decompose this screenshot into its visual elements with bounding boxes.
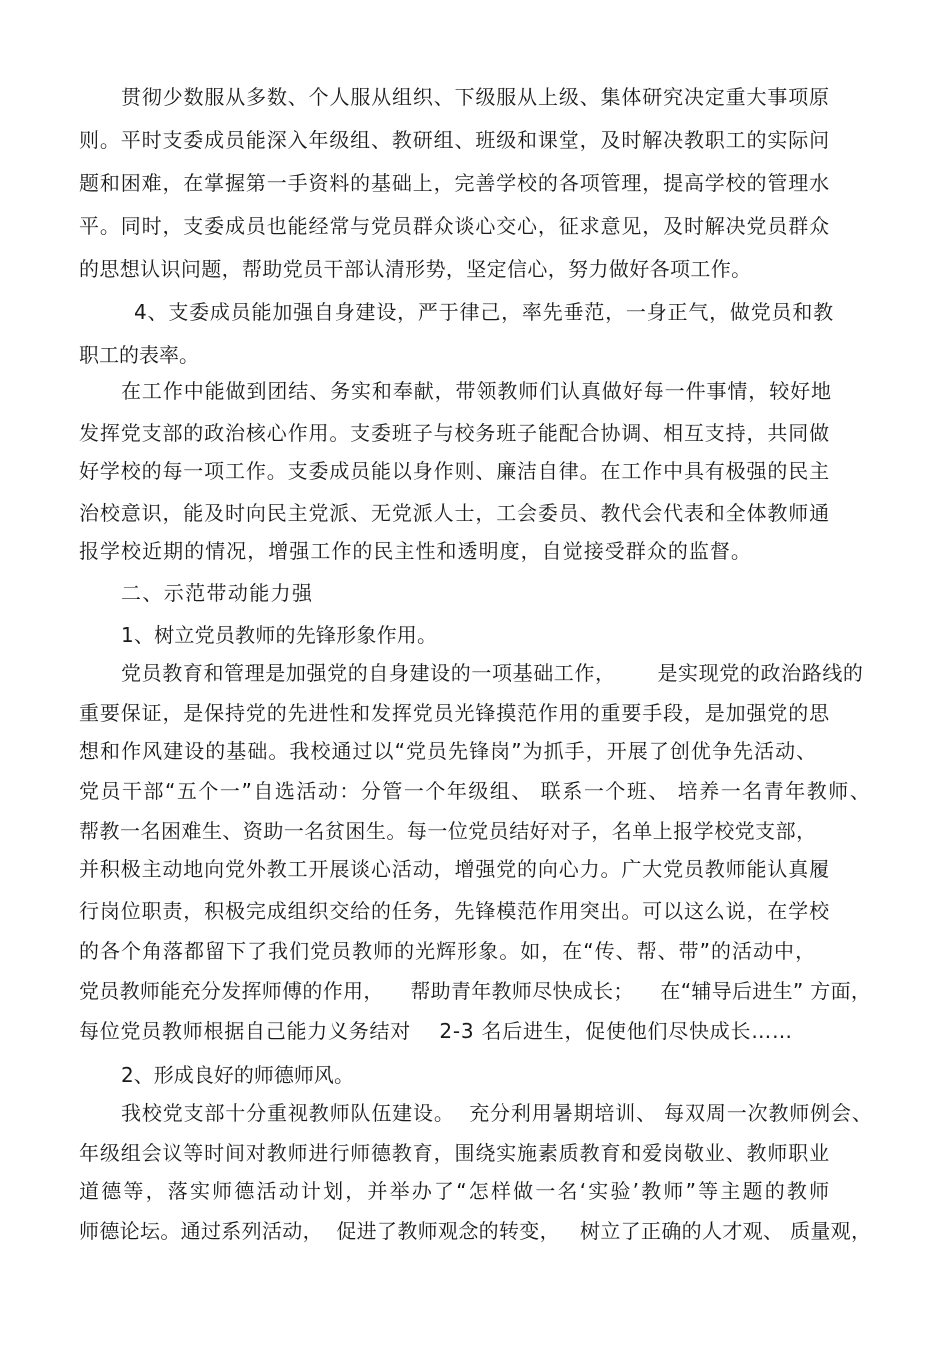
text-line: 党员教育和管理是加强党的自身建设的一项基础工作， 是实现党的政治路线的	[121, 661, 864, 685]
text-line: 平。同时，支委成员也能经常与党员群众谈心交心，征求意见，及时解决党员群众	[79, 214, 830, 238]
text-line: 好学校的每一项工作。支委成员能以身作则、廉洁自律。在工作中具有极强的民主	[79, 459, 830, 483]
text-line: 重要保证，是保持党的先进性和发挥党员光锋摸范作用的重要手段，是加强党的思	[79, 701, 830, 725]
text-line: 道德等，落实师德活动计划，并举办了“怎样做一名‘实验’教师”等主题的教师	[79, 1179, 832, 1203]
text-line: 题和困难，在掌握第一手资料的基础上，完善学校的各项管理，提高学校的管理水	[79, 171, 830, 195]
text-line: 党员干部“五个一”自选活动：分管一个年级组、 联系一个班、 培养一名青年教师、	[79, 779, 872, 803]
text-line: 则。平时支委成员能深入年级组、教研组、班级和课堂，及时解决教职工的实际问	[79, 128, 830, 152]
text-line: 报学校近期的情况，增强工作的民主性和透明度，自觉接受群众的监督。	[79, 539, 752, 563]
text-line: 贯彻少数服从多数、个人服从组织、下级服从上级、集体研究决定重大事项原	[121, 85, 830, 109]
text-line: 在工作中能做到团结、务实和奉献，带领教师们认真做好每一件事情，较好地	[121, 379, 832, 403]
text-line: 的各个角落都留下了我们党员教师的光辉形象。如，在“传、帮、带”的活动中，	[79, 939, 817, 963]
text-line: 职工的表率。	[79, 343, 199, 367]
text-line: 4、支委成员能加强自身建设，严于律己，率先垂范，一身正气，做党员和教	[134, 300, 834, 324]
text-line: 行岗位职责，积极完成组织交给的任务，先锋模范作用突出。可以这么说，在学校	[79, 899, 830, 923]
text-line: 并积极主动地向党外教工开展谈心活动，增强党的向心力。广大党员教师能认真履	[79, 857, 830, 881]
text-line: 党员教师能充分发挥师傅的作用， 帮助青年教师尽快成长； 在“辅导后进生” 方面，	[79, 979, 872, 1003]
text-line: 1、树立党员教师的先锋形象作用。	[121, 623, 438, 647]
text-line: 二、示范带动能力强	[121, 581, 314, 605]
text-line: 年级组会议等时间对教师进行师德教育，围绕实施素质教育和爱岗敬业、教师职业	[79, 1141, 830, 1165]
text-line: 治校意识，能及时向民主党派、无党派人士，工会委员、教代会代表和全体教师通	[79, 501, 830, 525]
text-line: 2、形成良好的师德师风。	[121, 1063, 354, 1087]
text-line: 的思想认识问题，帮助党员干部认清形势，坚定信心，努力做好各项工作。	[79, 257, 752, 281]
text-line: 想和作风建设的基础。我校通过以“党员先锋岗”为抓手，开展了创优争先活动、	[79, 739, 818, 763]
text-line: 每位党员教师根据自己能力义务结对 2-3 名后进生，促使他们尽快成长……	[79, 1019, 793, 1043]
text-line: 师德论坛。通过系列活动， 促进了教师观念的转变， 树立了正确的人才观、 质量观，	[79, 1219, 872, 1243]
text-line: 帮教一名困难生、资助一名贫困生。每一位党员结好对子，名单上报学校党支部，	[79, 819, 817, 843]
text-line: 我校党支部十分重视教师队伍建设。 充分利用暑期培训、 每双周一次教师例会、	[121, 1101, 873, 1125]
text-line: 发挥党支部的政治核心作用。支委班子与校务班子能配合协调、相互支持，共同做	[79, 421, 830, 445]
